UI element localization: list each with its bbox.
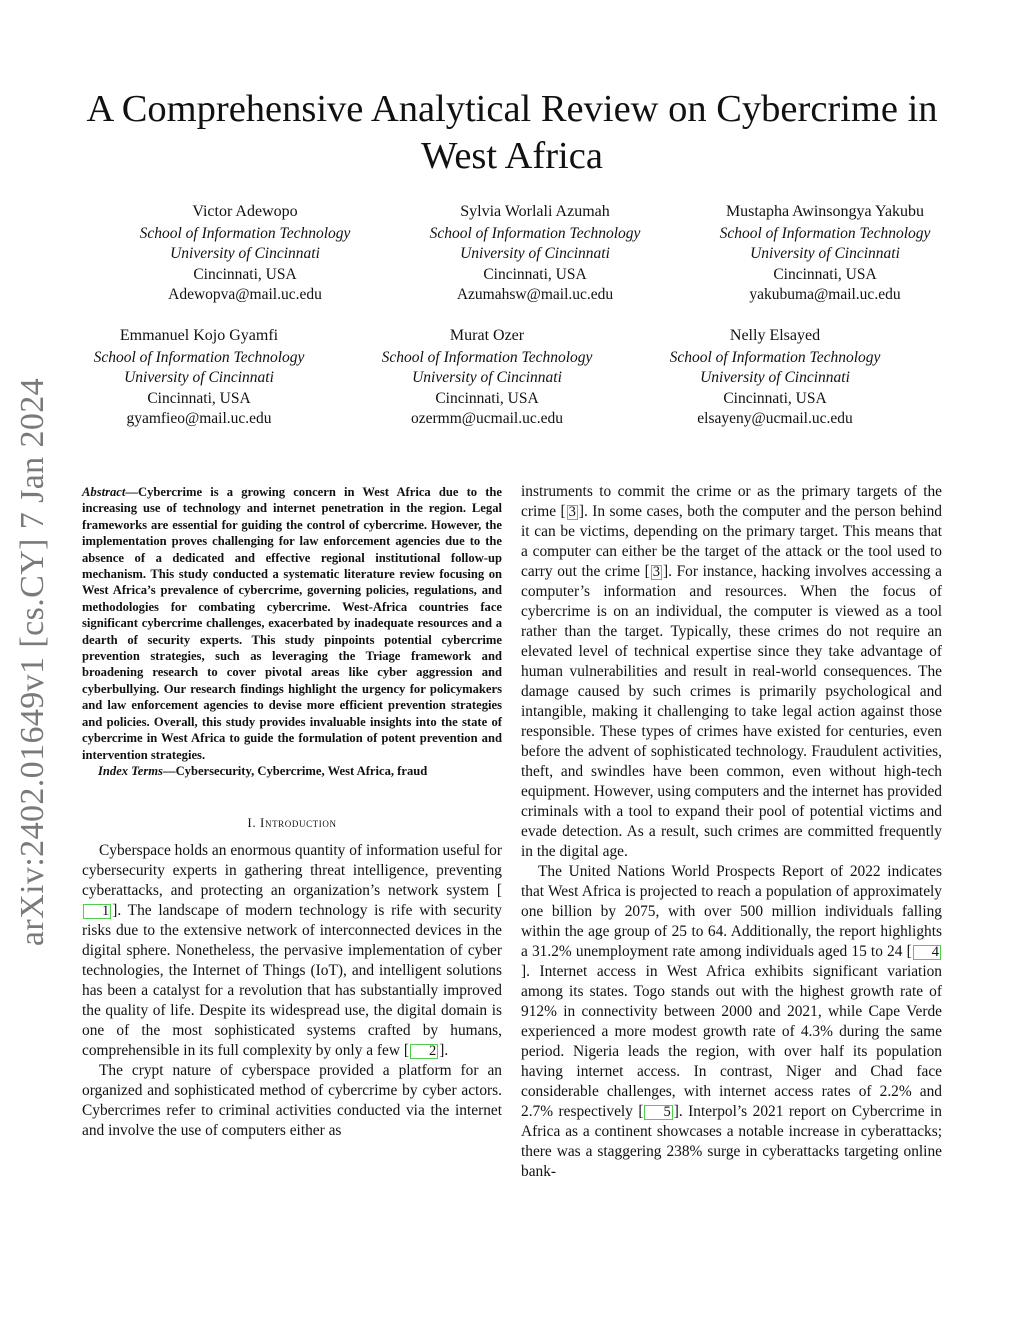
author-name: Victor Adewopo [192, 203, 298, 220]
author-affiliation: School of Information Technology [429, 224, 641, 242]
author-name: Nelly Elsayed [729, 327, 821, 344]
author-email: Azumahsw@mail.uc.edu [456, 286, 614, 304]
right-column [521, 482, 942, 1182]
author-university: University of Cincinnati [412, 369, 562, 387]
author-affiliation: School of Information Technology [93, 348, 305, 366]
author-location: Cincinnati, USA [435, 389, 539, 407]
citation-link[interactable]: 1 [83, 904, 111, 919]
paragraph: Cyberspace holds an enormous quantity of information useful for cybersecurity experts in gathering threat intelligence, preventing cyberattacks, and protecting an organization’s network system [1 ]. The landscape of modern technology is rife with security risks due to the extensive network of interconnected devices in the digital sphere. Nonetheless, the pervasive implementation of cyber technologies, the Internet of Things (IoT), and intelligent solutions has been a catalyst for a revolution that has substantially improved the quality of life. Despite its widespread use, the digital domain is one of the most sophisticated systems crafted by humans, comprehensible in its full complexity by only a few [ 2 ]. [82, 842, 502, 1060]
author-email: ozermm@ucmail.uc.edu [411, 410, 563, 428]
paragraph-text: instruments to commit the crime or as the primary targets of the crime [521, 483, 942, 520]
arxiv-identifier [2, 366, 64, 958]
paragraph-text: Cyberspace holds an enormous quantity of information useful for cybersecurity experts in gathering threat intelligence, preventing cyberattacks, and protecting an organization’s network system [82, 842, 502, 900]
author-block [74, 326, 324, 430]
author-name: Sylvia Worlali Azumah [460, 203, 610, 220]
abstract [82, 484, 502, 763]
author-name: Emmanuel Kojo Gyamfi [119, 327, 279, 344]
left-column [82, 484, 502, 1141]
index-terms-label: Index Terms [98, 763, 163, 778]
abstract-text: —Cybercrime is a growing concern in West Africa due to the increasing use of technology and internet penetration in the region. Legal frameworks are essential for guiding the control of cybercrime. However, the implementation proves challenging for law enforcement agencies due to the absence of a dedicated and effective regional institutional follow-up mechanism. This study conducted a systematic literature review focusing on West Africa’s prevalence of cybercrime, governing policies, regulations, and methodologies for combating cybercrime. West-Africa countries face significant cybercrime challenges, exacerbated by inadequate resources and a dearth of security experts. This study pinpoints potential cybercrime prevention strategies, such as leveraging the Triage framework and broadening research to cover pivotal areas like cyber aggression and cyberbullying. Our research findings highlight the urgency for policymakers and law enforcement agencies to devise more efficient prevention strategies and policies. Overall, this study provides invaluable insights into the state of cybercrime in West Africa to guide the formulation of potent prevention and intervention strategies. [82, 485, 502, 762]
author-block [700, 202, 950, 306]
author-location: Cincinnati, USA [773, 265, 877, 283]
paragraph-text: . The landscape of modern technology is rife with security risks due to the extensive network of interconnected devices in the digital sphere. Nonetheless, the pervasive implementation of cyber technologies, the Internet of Things (IoT), and intelligent solutions has been a catalyst for a revolution that has substantially improved the quality of life. Despite its widespread use, the digital domain is one of the most sophisticated systems crafted by humans, comprehensible in its full complexity by only a few [82, 902, 502, 1060]
author-block [362, 326, 612, 430]
arxiv-identifier-text: arXiv:2402.01649v1 [cs.CY] 7 Jan 2024 [14, 377, 51, 947]
author-affiliation: School of Information Technology [719, 224, 931, 242]
paragraph: instruments to commit the crime or as the primary targets of the crime [ 3 ]. In some cases, both the computer and the person behind it can be victims, depending on the primary target. This means that a computer can either be the target of the attack or the tool used to carry out the crime [ 3 ]. For instance, hacking involves accessing a computer’s information and resources. When the focus of cybercrime is on an individual, the computer is viewed as a tool rather than the target. Typically, these crimes do not require an elevated level of technical expertise since they take advantage of human vulnerabilities and result in real-world consequences. The damage caused by such crimes is primarily psychological and intangible, making it challenging to take legal action against those responsible. These types of crimes have existed for centuries, even before the advent of sophisticated technology. Fraudulent activities, theft, and swindles have been common, even without high-tech equipment. However, using computers and the internet has provided criminals with a tool to expand their pool of potential victims and evade detection. As a result, such crimes are committed frequently in the digital age. [521, 483, 942, 860]
author-row-2 [74, 326, 900, 430]
paper-title: A Comprehensive Analytical Review on Cybercrime in West Africa [86, 88, 938, 177]
citation-link[interactable]: 3 [568, 504, 576, 520]
author-location: Cincinnati, USA [723, 389, 827, 407]
author-affiliation: School of Information Technology [139, 224, 351, 242]
author-university: University of Cincinnati [750, 245, 900, 263]
paragraph-text: . Interpol’s 2021 report on Cybercrime in Africa as a continent showcases a notable increase in cyberattacks; there was a staggering 238% surge in cyberattacks targeting online bank- [521, 1103, 942, 1180]
citation-link[interactable]: 2 [410, 1044, 438, 1059]
author-block [410, 202, 660, 306]
author-row-1 [120, 202, 950, 306]
author-block [120, 202, 370, 306]
section-title: Introduction [260, 815, 337, 831]
citation-link[interactable]: 3 [652, 564, 660, 580]
paragraph-text: . [444, 1042, 449, 1060]
author-university: University of Cincinnati [700, 369, 850, 387]
author-email: yakubuma@mail.uc.edu [749, 286, 901, 304]
paragraph-text: . In some cases, both the computer and the person behind it can be victims, depending on the primary target. This means that a computer can either be the target of the attack or the tool used to carry out the crime [521, 503, 942, 580]
author-email: Adewopva@mail.uc.edu [168, 286, 322, 304]
author-name: Mustapha Awinsongya Yakubu [725, 203, 925, 220]
author-university: University of Cincinnati [170, 245, 320, 263]
author-email: elsayeny@ucmail.uc.edu [697, 410, 853, 428]
author-university: University of Cincinnati [124, 369, 274, 387]
abstract-label: Abstract [82, 485, 126, 499]
paragraph: The United Nations World Prospects Report of 2022 indicates that West Africa is projected to reach a population of approximately one billion by 2075, with over 500 million individuals falling within the age group of 25 to 64. Additionally, the report highlights a 31.2% unemployment rate among individuals aged 15 to 24 [ 4]. Internet access in West Africa exhibits significant variation among its states. Togo stands out with the highest growth rate of 912% in connectivity between 2000 and 2021, while Cape Verde experienced a more modest growth rate of 4.3% during the same period. Nigeria leads the region, with over half its population having internet access. In contrast, Niger and Chad face considerable challenges, with internet access rates of 2.2% and 2.7% respectively [ 5 ]. Interpol’s 2021 report on Cybercrime in Africa as a continent showcases a notable increase in cyberattacks; there was a staggering 238% surge in cyberattacks targeting online bank- [521, 863, 942, 1180]
section-number: I. [247, 815, 257, 831]
author-block [650, 326, 900, 430]
paragraph [82, 1061, 502, 1141]
index-terms [82, 763, 502, 779]
index-terms-text: —Cybersecurity, Cybercrime, West Africa, fraud [162, 763, 428, 778]
citation-link[interactable]: 5 [644, 1105, 672, 1120]
author-email: gyamfieo@mail.uc.edu [126, 410, 272, 428]
paragraph-text: The crypt nature of cyberspace provided a platform for an organized and sophisticated method of cybercrime by cyber actors. Cybercrimes refer to criminal activities conducted via the internet and involve the use of computers either as [82, 1062, 502, 1140]
author-location: Cincinnati, USA [147, 389, 251, 407]
section-heading-introduction [82, 815, 502, 831]
paragraph-text: The United Nations World Prospects Report of 2022 indicates that West Africa is projected to reach a population of approximately one billion by 2075, with over 500 million individuals falling within the age group of 25 to 64. Additionally, the report highlights a 31.2% unemployment rate among individuals aged 15 to 24 [521, 863, 942, 960]
author-location: Cincinnati, USA [193, 265, 297, 283]
paragraph-text: . For instance, hacking involves accessing a computer’s information and resources. When the focus of cybercrime is on an individual, the computer is viewed as a tool rather than the target. Typically, these crimes do not require an elevated level of technical expertise since they take advantage of human vulnerabilities and result in real-world consequences. The damage caused by such crimes is primarily psychological and intangible, making it challenging to take legal action against those responsible. These types of crimes have existed for centuries, even before the advent of sophisticated technology. Fraudulent activities, theft, and swindles have been common, even without high-tech equipment. However, using computers and the internet has provided criminals with a tool to expand their pool of potential victims and evade detection. As a result, such crimes are committed frequently in the digital age. [521, 563, 942, 860]
author-affiliation: School of Information Technology [669, 348, 881, 366]
author-location: Cincinnati, USA [483, 265, 587, 283]
paragraph-text: . Internet access in West Africa exhibits significant variation among its states. Togo stands out with the highest growth rate of 912% in connectivity between 2000 and 2021, while Cape Verde experienced a more modest growth rate of 4.3% during the same period. Nigeria leads the region, with over half its population having internet access. In contrast, Niger and Chad face considerable challenges, with internet access rates of 2.2% and 2.7% respectively [521, 963, 942, 1120]
author-affiliation: School of Information Technology [381, 348, 593, 366]
citation-link[interactable]: 4 [913, 945, 941, 960]
author-name: Murat Ozer [449, 327, 525, 344]
author-university: University of Cincinnati [460, 245, 610, 263]
